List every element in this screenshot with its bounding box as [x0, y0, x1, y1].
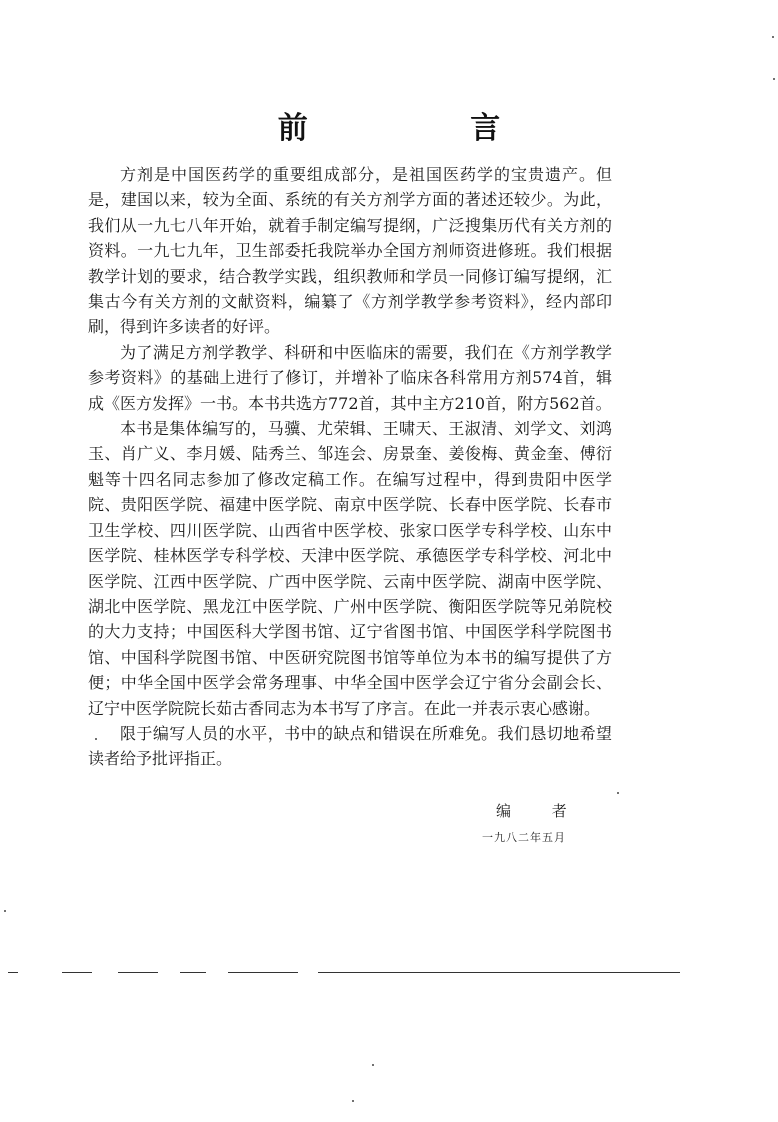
scan-speck — [617, 792, 619, 794]
scan-speck — [772, 36, 774, 38]
page-title: 前 言 — [277, 111, 577, 146]
date-line: 一九八二年五月 — [482, 831, 566, 844]
scan-speck — [95, 738, 97, 740]
paragraph-2: 为了满足方剂学教学、科研和中医临床的需要，我们在《方剂学教学参考资料》的基础上进行了修订，并增补了临床各科常用方剂574首，辑成《医方发挥》一书。本书共选方772首，其中主方210首，附方562首。 — [88, 342, 612, 413]
scan-speck — [4, 910, 6, 912]
paragraph-3: 本书是集体编写的，马骥、尤荣辑、王啸天、王淑清、刘学文、刘鸿玉、肖广义、李月媛、陆秀兰、邹连会、房景奎、姜俊梅、黄金奎、傅衍魁等十四名同志参加了修改定稿工作。在编写过程中，得到贵阳中医学院、贵阳医学院、福建中医学院、南京中医学院、长春中医学院、长春市卫生学校、四川医学院、山西省中医学校、张家口医学专科学校、山东中医学院、桂林医学专科学校、天津中医学院、承德医学专科学校、河北中医学院、江西中医学院、广西中医学院、云南中医学院、湖南中医学院、湖北中医学院、黑龙江中医学院、广州中医学院、衡阳医学院等兄弟院校的大力支持；中国医科大学图书馆、辽宁省图书馆、中国医学科学院图书馆、中国科学院图书馆、中医研究院图书馆等单位为本书的编写提供了方便；中华全国中医学会常务理事、中华全国中医学会辽宁省分会副会长、辽宁中医学院院长茹古香同志为本书写了序言。在此一并表示衷心感谢。 — [88, 419, 612, 718]
scan-artifact-line — [8, 972, 18, 973]
scan-speck — [773, 78, 775, 80]
scan-speck — [352, 1100, 354, 1102]
scan-artifact-line — [118, 972, 158, 973]
paragraph-1: 方剂是中国医药学的重要组成部分，是祖国医药学的宝贵遗产。但是，建国以来，较为全面、系统的有关方剂学方面的著述还较少。为此，我们从一九七八年开始，就着手制定编写提纲，广泛搜集历代有关方剂的资料。一九七九年，卫生部委托我院举办全国方剂师资进修班。我们根据教学计划的要求，结合教学实践，组织教师和学员一同修订编写提纲，汇集古今有关方剂的文献资料，编纂了《方剂学教学参考资料》，经内部印刷，得到许多读者的好评。 — [88, 165, 612, 337]
scan-artifact-line — [228, 972, 298, 973]
author-signature: 编 者 — [496, 802, 585, 820]
scan-artifact-line — [318, 972, 680, 973]
paragraph-4: 限于编写人员的水平，书中的缺点和错误在所难免。我们恳切地希望读者给予批评指正。 — [88, 723, 612, 769]
scan-artifact-line — [180, 972, 206, 973]
scan-speck — [372, 1064, 374, 1066]
scan-artifact-line — [62, 972, 92, 973]
preface-body — [88, 162, 612, 772]
